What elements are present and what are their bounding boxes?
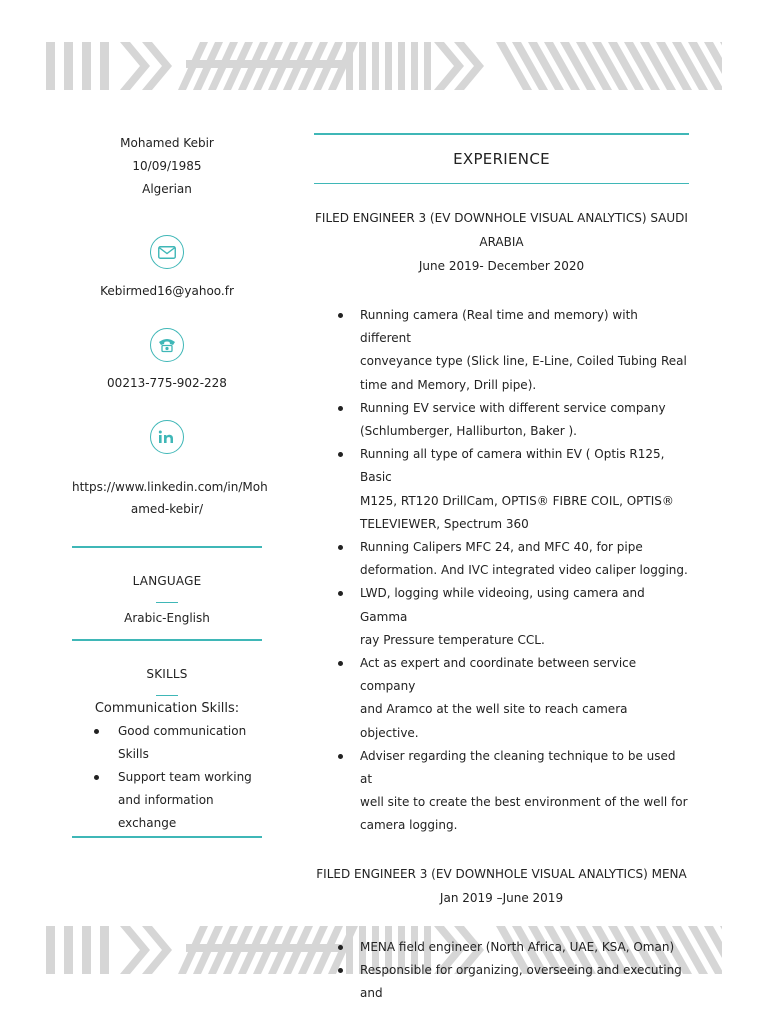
email-address[interactable]: Kebirmed16@yahoo.fr xyxy=(100,284,234,298)
pattern-stripe xyxy=(64,42,73,90)
skills-subtitle: Communication Skills: xyxy=(94,701,240,716)
skill-item: Good communication Skills xyxy=(72,720,262,766)
language-heading: LANGUAGE xyxy=(132,574,202,588)
skills-heading: SKILLS xyxy=(146,667,188,681)
personal-info xyxy=(72,132,262,201)
duty-item: LWD, logging while videoing, using camera and Gamma ray Pressure temperature CCL. xyxy=(314,582,689,652)
job-duties-list xyxy=(314,936,689,1006)
job-duties-list xyxy=(314,304,689,838)
job-title: FILED ENGINEER 3 (EV DOWNHOLE VISUAL ANALYTICS) MENA xyxy=(316,866,687,881)
phone-number[interactable]: 00213-775-902-228 xyxy=(107,376,227,390)
duty-item: Running EV service with different service company (Schlumberger, Halliburton, Baker ). xyxy=(314,397,689,443)
job-entry xyxy=(314,206,689,838)
pattern-stripe xyxy=(385,42,392,90)
duty-item: MENA field engineer (North Africa, UAE, KSA, Oman) xyxy=(314,936,689,959)
skill-item: Support team working and information exchange xyxy=(72,766,262,835)
pattern-stripe xyxy=(82,926,91,974)
pattern-stripe xyxy=(120,926,150,974)
pattern-stripe xyxy=(46,42,55,90)
pattern-stripe xyxy=(346,42,353,90)
duty-item: Running all type of camera within EV ( Optis R125, Basic M125, RT120 DrillCam, OPTIS® FIBRE COIL, OPTIS® TELEVIEWER, Spectrum 360 xyxy=(314,443,689,536)
linkedin-icon xyxy=(150,420,184,454)
language-value: Arabic-English xyxy=(124,611,210,625)
pattern-stripe xyxy=(186,60,346,68)
top-pattern-band xyxy=(46,42,722,90)
pattern-stripe xyxy=(100,42,109,90)
pattern-stripe xyxy=(100,926,109,974)
linkedin-url-line-2: amed-kebir/ xyxy=(130,502,204,516)
nationality: Algerian xyxy=(142,182,192,196)
right-column xyxy=(314,133,689,1005)
left-column xyxy=(72,132,268,838)
pattern-stripe xyxy=(372,42,379,90)
full-name: Mohamed Kebir xyxy=(120,136,214,150)
pattern-stripe xyxy=(398,42,405,90)
duty-item: Running camera (Real time and memory) with different conveyance type (Slick line, E-Line, Coiled Tubing Real time and Memory, Drill pipe). xyxy=(314,304,689,397)
job-entry xyxy=(314,862,689,1006)
linkedin-url-line-1: https://www.linkedin.com/in/Moh xyxy=(72,480,268,494)
pattern-stripe xyxy=(82,42,91,90)
experience-heading: EXPERIENCE xyxy=(453,149,550,168)
pattern-stripe xyxy=(46,926,55,974)
pattern-stripe xyxy=(424,42,431,90)
envelope-icon xyxy=(150,235,184,269)
skills-bottom-rule xyxy=(72,836,262,838)
pattern-stripe xyxy=(411,42,418,90)
job-date: June 2019- December 2020 xyxy=(418,259,585,273)
duty-item: Act as expert and coordinate between service company and Aramco at the well site to reach camera objective. xyxy=(314,652,689,745)
skills-list xyxy=(72,720,262,835)
duty-item: Adviser regarding the cleaning technique to be used at well site to create the best environment of the well for camera logging. xyxy=(314,745,689,838)
telephone-icon xyxy=(150,328,184,362)
duty-item: Responsible for organizing, overseeing and executing and xyxy=(314,959,689,1005)
date-of-birth: 10/09/1985 xyxy=(132,159,202,173)
pattern-stripe xyxy=(120,42,150,90)
pattern-stripe xyxy=(359,42,366,90)
duty-item: Running Calipers MFC 24, and MFC 40, for pipe deformation. And IVC integrated video caliper logging. xyxy=(314,536,689,582)
job-title: FILED ENGINEER 3 (EV DOWNHOLE VISUAL ANALYTICS) SAUDI ARABIA xyxy=(315,211,688,249)
job-date: Jan 2019 –June 2019 xyxy=(439,890,564,905)
pattern-stripe xyxy=(64,926,73,974)
pattern-stripe xyxy=(434,42,464,90)
linkedin-url[interactable] xyxy=(72,476,268,520)
